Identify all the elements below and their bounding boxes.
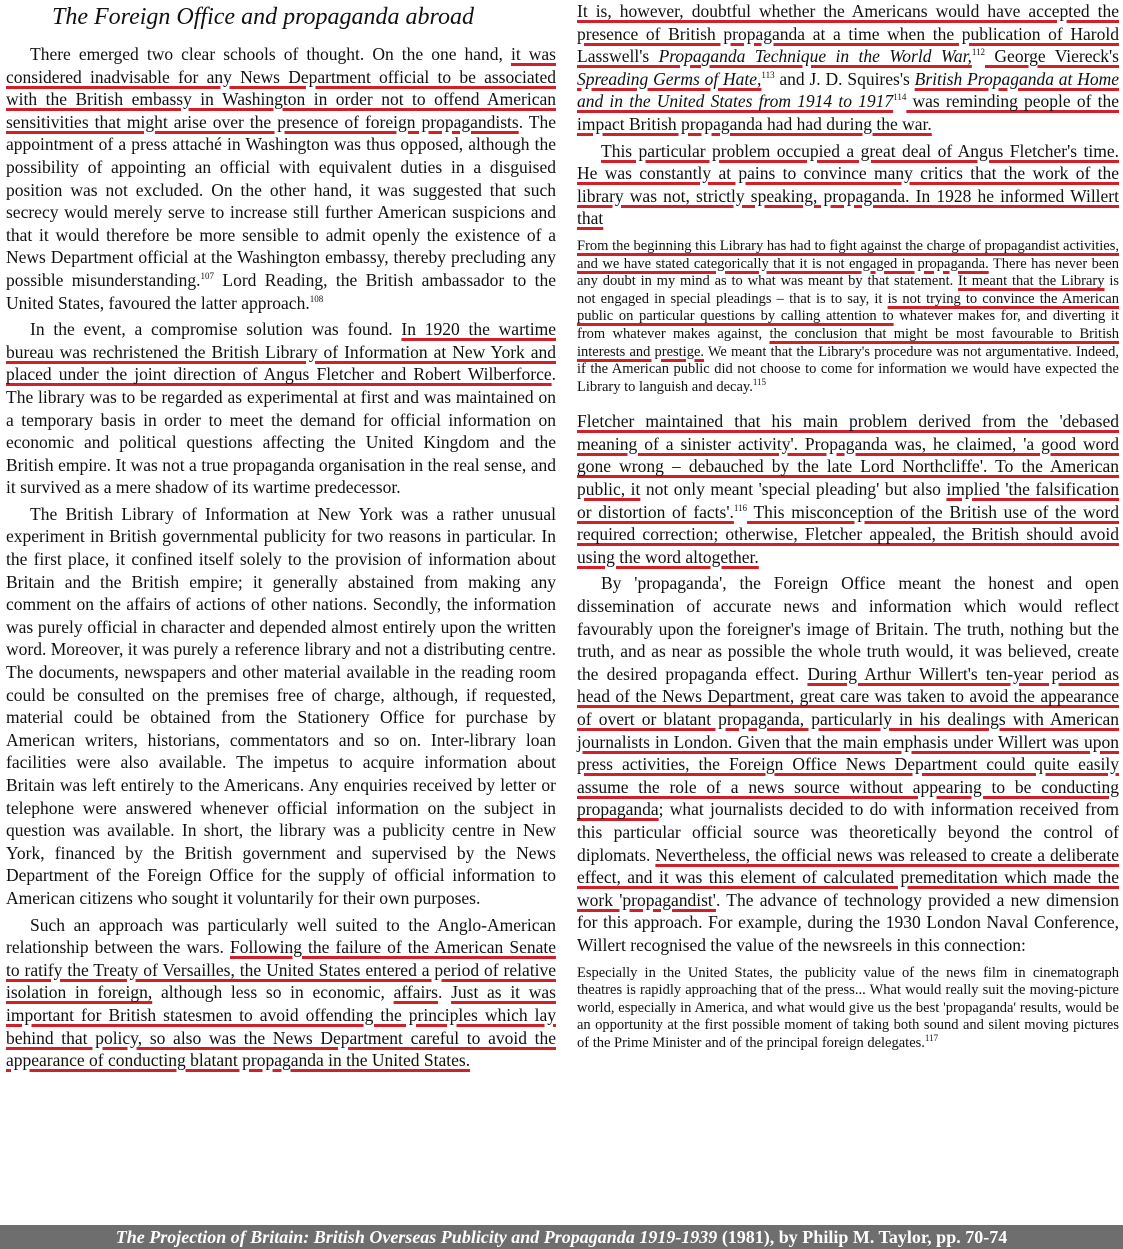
paragraph [6,914,556,1072]
block-quote [577,238,1119,396]
text-run: Such an approach was particularly well suited to the Anglo-American relationship between the wars. [6,914,556,958]
underlined-text: This misconception of the British use of the word required correction; otherwise, Fletcher appealed, the British should avoid using the word altogether. [577,501,1119,567]
underlined-text: was reminding people of the impact British propaganda had had during the war. [577,91,1119,134]
paragraph [6,318,556,499]
paragraph [577,140,1119,230]
text-run: In the event, a compromise solution was found. [30,319,402,340]
text-run: Lord Reading, the British ambassador to the United States, favoured the latter approach. [6,269,556,313]
underlined-text: Nevertheless, the official news was released to create a deliberate effect, and it was this element of calculated premeditation which made the work 'propagandist' [577,844,1120,910]
footnote-ref: 113 [761,69,775,80]
underlined-text: implied 'the falsification or distortion of facts'. [577,479,1120,522]
text-run: There emerged two clear schools of thought. On the one hand, [30,44,511,64]
underlined-title: British Propaganda at Home and in the United States from 1914 to 1917 [577,68,1119,112]
text-run: although less so in economic, [152,982,394,1003]
paragraph [577,0,1119,136]
text-run: and J. D. Squires's [774,68,915,89]
footnote-ref: 112 [971,47,986,58]
underlined-text: In 1920 the wartime bureau was rechristened the British Library of Information at New York and placed under the joint direction of Angus Fletcher and Robert Wilberforce [6,319,556,385]
underlined-text: the conclusion that might be most favourable to British interests and prestige. [577,325,1119,360]
underlined-text: It meant that the Library [958,273,1105,290]
text-run: The British Library of Information at New York was a rather unusual experiment in British governmental publicity for two reasons in particular. In the first place, it confined itself solely to the provision of information about Britain and the British empire; it generally abstained from making any comment on the affairs of actions of other nations. Secondly, the information was purely official in character and depended almost entirely upon the written word. Moreover, it was purely a reference library and not a distributing centre. The documents, newspapers and other material available in the reading room could be consulted on the premises free of charge, although, if requested, material could be obtained from the Stationery Office for purchase by American writers, historians, commentators and so on. Inter-library loan facilities were also available. The impetus to acquire information about Britain was left entirely to the Americans. Any enquiries received by letter or telephone were answered whenever official information on the subject in question was available. In short, the library was a publicity centre in New York, financed by the British government and supervised by the News Department of the Foreign Office for the supply of official information to American citizens who sought it voluntarily for their own purposes. [6,503,556,908]
text-run: By 'propaganda', the Foreign Office meant the honest and open dissemination of accurate news and information which would reflect favourably upon the foreigner's image of Britain. The truth, nothing but the truth, and as near as possible the whole truth would, it was believed, create the desired propaganda effect. [577,573,1119,684]
footnote-ref: 107 [200,271,215,282]
footnote-ref: 115 [752,376,766,387]
text-run: . [437,982,452,1003]
underlined-text: From the beginning this Library has had to fight against the charge of propagandist activities, and we have stated categorically that it is not engaged in propaganda. [577,237,1119,272]
text-run: whatever makes for, and diverting it from whatever makes against, [577,308,1119,342]
text-run: Especially in the United States, the publicity value of the news film in cinematograph theatres is rapidly approaching that of the press... What would really suit the moving-picture world, especially in America, and what would give us the best 'propaganda' results, would be an opportunity at the first possible moment of taking both sound and silent moving pictures of the Prime Minister and of the principal foreign delegates. [577,964,1119,1051]
footnote-ref: 116 [733,502,748,513]
underlined-text: Just as it was important for British statesmen to avoid offending the principles which lay behind that policy, so also was the News Department careful to avoid the appearance of conducting blatant propaganda in the United States. [6,982,556,1071]
underlined-text: is not trying to convince the American public on particular questions by calling attention to [577,290,1119,325]
paragraph [6,503,556,910]
text-run: . The library was to be regarded as experimental at first and was maintained on a temporary basis in order to meet the demand for official information on economic and political questions affecting the United Kingdom and the British empire. It was not a true propaganda organisation in the real sense, and it survived as a mere shadow of its wartime predecessor. [6,364,556,498]
text-run: . The appointment of a press attaché in Washington was thus opposed, although the possibility of appointing an official with equivalent duties in a disguised position was not excluded. On the other hand, it was suggested that such secrecy would merely serve to increase still further American suspicions and that it would therefore be more sensible to admit openly the existence of a News Department official at the Washington embassy, thereby precluding any possible misunderstanding. [6,111,556,290]
left-column [6,0,556,1076]
text-run: ; what journalists decided to do with information received from this particular official source was theoretically beyond the control of diplomats. [577,799,1119,865]
block-quote [577,965,1119,1053]
book-title: The Projection of Britain: British Overseas Publicity and Propaganda 1919-1939 [115,1227,718,1247]
underlined-title: Propaganda Technique in the World War, [658,46,972,67]
paragraph [577,572,1119,956]
underlined-text: It is, however, doubtful whether the Americans would have accepted the presence of British propaganda at a time when the publication of Harold Lasswell's [577,1,1119,67]
citation-footer [0,1225,1123,1249]
underlined-text: affairs [393,982,438,1003]
footnote-ref: 114 [893,92,907,103]
footnote-ref: 117 [924,1033,939,1044]
underlined-text: This particular problem occupied a great deal of Angus Fletcher's time. He was constantly at pains to convince many critics that the work of the library was not, strictly speaking, propaganda. In 1928 he informed Willert that [577,140,1119,229]
citation-details: (1981), by Philip M. Taylor, pp. 70-74 [717,1227,1008,1247]
right-column [577,0,1119,1067]
text-run: We meant that the Library's procedure was not argumentative. Indeed, if the American public did not choose to come for information we would have expected the Library to languish and decay. [577,343,1119,395]
paragraph [6,43,556,314]
underlined-text: George Viereck's [985,46,1119,67]
text-run: There has never been any doubt in my mind as to what was meant by that statement. [577,255,1119,290]
underlined-text: it was considered inadvisable for any News Department official to be associated with the British embassy in Washington in order not to offend American sensitivities that might arise over the presence of foreign propagandists [6,44,556,132]
underlined-text: During Arthur Willert's ten-year period as head of the News Department, great care was taken to avoid the appearance of overt or blatant propaganda, particularly in his dealings with American journalists in London. Given that the main emphasis under Willert was upon press activities, the Foreign Office News Department could quite easily assume the role of a news source without appearing to be conducting propaganda [577,663,1119,820]
text-run: . The advance of technology provided a new dimension for this approach. For example, during the 1930 London Naval Conference, Willert recognised the value of the newsreels in this connection: [577,889,1119,955]
text-run: not only meant 'special pleading' but also [640,479,947,500]
text-run: is not engaged in special pleadings – that is to say, it [577,273,1119,307]
underlined-text: Fletcher maintained that his main problem derived from the 'debased meaning of a sinister activity'. Propaganda was, he claimed, 'a good word gone wrong – debauched by the late Lord Northcliffe'. To the American public, it [577,411,1119,500]
underlined-text: Following the failure of the American Senate to ratify the Treaty of Versailles, the United States entered a period of relative isolation in foreign, [6,937,556,1003]
chapter-heading: The Foreign Office and propaganda abroad [52,4,474,30]
underlined-title: Spreading Germs of Hate, [577,68,762,89]
paragraph [577,410,1119,568]
footnote-ref: 108 [309,293,324,304]
